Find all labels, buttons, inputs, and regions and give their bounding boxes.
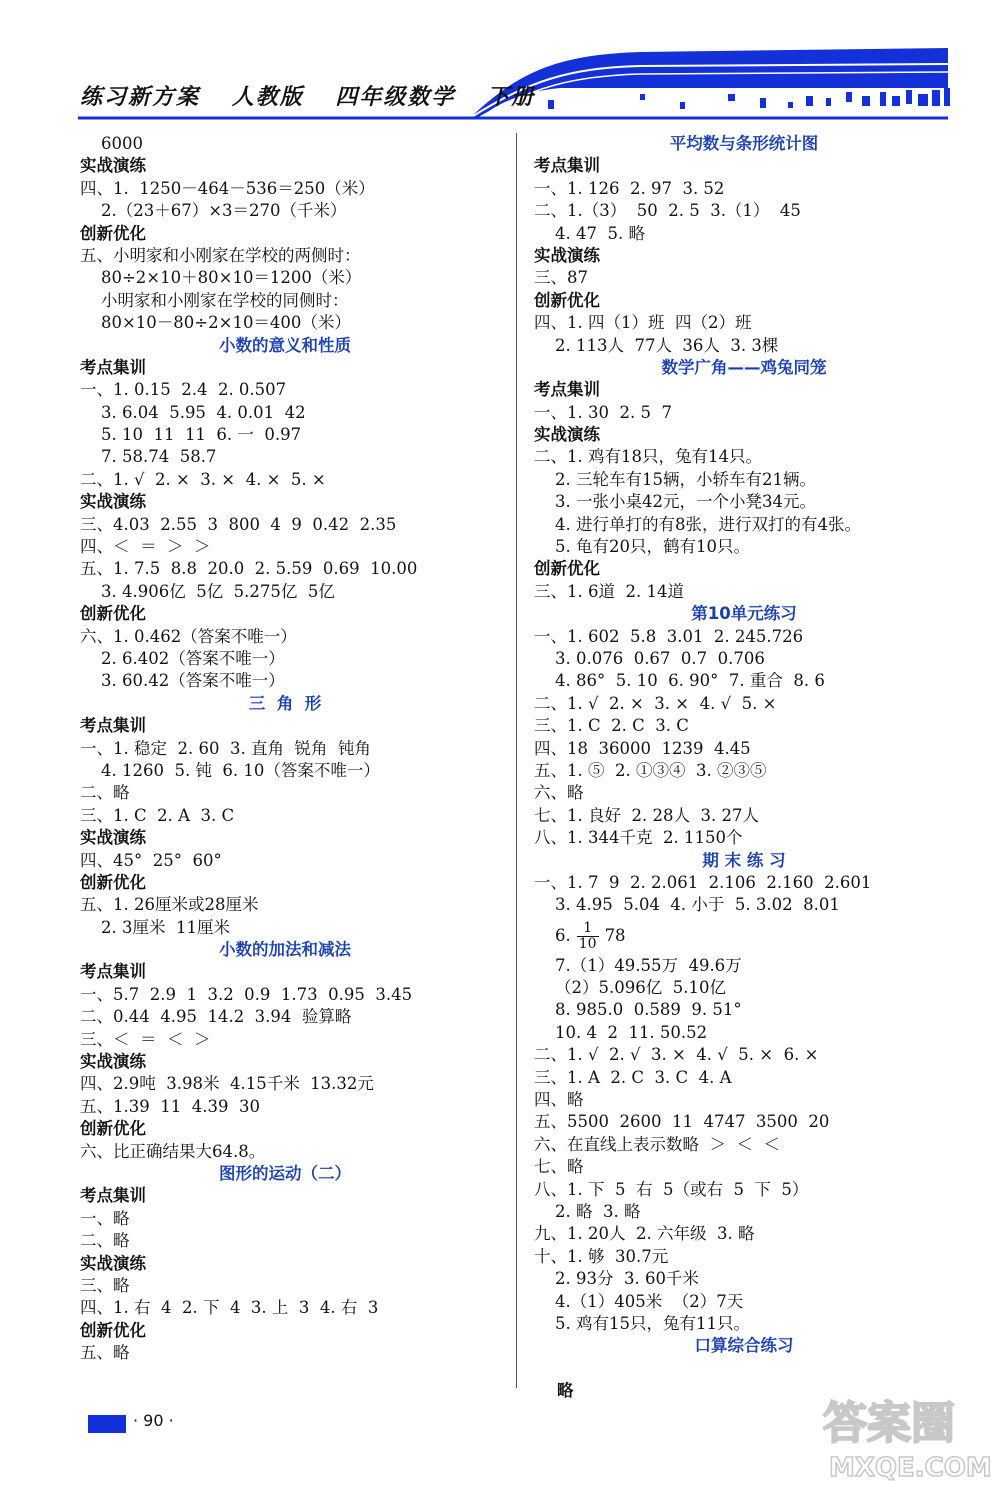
right-column-part-a xyxy=(534,133,954,917)
subsection-label: 创新优化 xyxy=(534,290,600,310)
page-number-bar xyxy=(88,1415,126,1433)
answer-line xyxy=(534,1358,954,1380)
fraction-numerator: 1 xyxy=(577,921,599,937)
answer-line: 4. 1260 5. 钝 6. 10（答案不唯一） xyxy=(80,760,380,780)
subsection-label: 创新优化 xyxy=(534,559,600,579)
right-answer-column xyxy=(534,133,954,1402)
answer-line: 三、略 xyxy=(80,1275,130,1295)
answer-line: 6000 xyxy=(80,134,143,153)
answer-line: 5. 10 11 11 6. 一 0.97 xyxy=(80,425,302,445)
answer-line: 4. 进行单打的有8张，进行双打的有4张。 xyxy=(534,514,861,534)
answer-line: 8. 985.0 0.589 9. 51° xyxy=(534,1000,742,1020)
answer-line: 一、1. 30 2. 5 7 xyxy=(534,402,672,422)
answer-line: 3. 4.95 5.04 4. 小于 5. 3.02 8.01 xyxy=(534,895,840,915)
subsection-label: 实战演练 xyxy=(80,828,146,848)
watermark-url: MXQE.COM xyxy=(829,1453,992,1483)
subsection-label: 实战演练 xyxy=(80,1052,146,1072)
answer-line: 5. 鸡有15只，兔有11只。 xyxy=(534,1313,750,1333)
answer-line: 六、略 xyxy=(534,783,584,803)
subsection-label: 考点集训 xyxy=(80,716,146,736)
column-divider xyxy=(516,133,517,1388)
answer-line: 四、45° 25° 60° xyxy=(80,850,222,870)
subsection-label: 考点集训 xyxy=(80,357,146,377)
answer-line: 2. 113人 77人 36人 3. 3棵 xyxy=(534,335,779,355)
watermark-text: 答案圈 xyxy=(823,1398,955,1449)
book-title: 练习新方案 xyxy=(80,84,201,110)
page-number: · 90 · xyxy=(133,1411,174,1430)
answer-line: 3. 4.906亿 5亿 5.275亿 5亿 xyxy=(80,581,335,601)
answer-line: 2. 6.402（答案不唯一） xyxy=(80,648,285,668)
answer-line: 四、1. 四（1）班 四（2）班 xyxy=(534,313,752,333)
header-title xyxy=(80,80,557,111)
section-title: 口算综合练习 xyxy=(694,1336,794,1356)
answer-line: 一、1. 602 5.8 3.01 2. 245.726 xyxy=(534,626,804,646)
answer-line: 2. 略 3. 略 xyxy=(534,1201,641,1221)
answer-line: 四、18 36000 1239 4.45 xyxy=(534,738,751,758)
answer-line: 10. 4 2 11. 50.52 xyxy=(534,1022,708,1042)
subsection-label: 创新优化 xyxy=(80,604,146,624)
answer-line: 四、1. 右 4 2. 下 4 3. 上 3 4. 右 3 xyxy=(80,1298,379,1318)
answer-line: 小明家和小刚家在学校的同侧时： xyxy=(80,290,349,310)
subsection-label: 考点集训 xyxy=(80,1186,146,1206)
fraction xyxy=(577,921,599,952)
answer-line: 四、1. 1250－464－536＝250（米） xyxy=(80,178,375,198)
answer-line: 六、在直线上表示数略 ＞ ＜ ＜ xyxy=(534,1134,780,1154)
answer-line: 5. 龟有20只，鹤有10只。 xyxy=(534,537,750,557)
subsection-label: 考点集训 xyxy=(534,380,600,400)
answer-line: 三、4.03 2.55 3 800 4 9 0.42 2.35 xyxy=(80,514,397,534)
answer-line: 五、略 xyxy=(80,1343,130,1363)
subsection-label: 考点集训 xyxy=(534,156,600,176)
section-title: 三 角 形 xyxy=(248,693,322,713)
answer-line: 7. 58.74 58.7 xyxy=(80,447,217,467)
answer-line: 三、1. C 2. C 3. C xyxy=(534,716,689,736)
subsection-label: 考点集训 xyxy=(80,962,146,982)
answer-line: 2.（23＋67）×3＝270（千米） xyxy=(80,201,347,221)
volume-label: 下册 xyxy=(487,84,536,110)
fraction-denominator: 10 xyxy=(578,935,597,952)
answer-line: 九、1. 20人 2. 六年级 3. 略 xyxy=(534,1224,755,1244)
answer-line: 三、1. A 2. C 3. C 4. A xyxy=(534,1067,732,1087)
answer-line: 二、1. √ 2. × 3. × 4. × 5. × xyxy=(80,469,326,489)
answer-line: 4.（1）405米 （2）7天 xyxy=(534,1291,744,1311)
answer-line: 五、1. ⑤ 2. ①③④ 3. ②③⑤ xyxy=(534,760,767,780)
fraction-prefix: 6. xyxy=(534,925,571,945)
answer-line: 七、1. 良好 2. 28人 3. 27人 xyxy=(534,805,759,825)
grade-label: 四年级数学 xyxy=(335,84,456,110)
subsection-label: 创新优化 xyxy=(80,872,146,892)
right-column-part-b xyxy=(534,955,954,1403)
section-title: 第10单元练习 xyxy=(691,604,797,624)
answer-line: 六、1. 0.462（答案不唯一） xyxy=(80,626,297,646)
answer-line: 一、1. 126 2. 97 3. 52 xyxy=(534,178,725,198)
answer-line: 一、5.7 2.9 1 3.2 0.9 1.73 0.95 3.45 xyxy=(80,984,413,1004)
section-title: 期 末 练 习 xyxy=(702,850,786,870)
answer-line: 六、比正确结果大64.8。 xyxy=(80,1141,266,1161)
answer-line: 二、0.44 4.95 14.2 3.94 验算略 xyxy=(80,1007,352,1027)
page-header xyxy=(0,0,1000,130)
subsection-label: 实战演练 xyxy=(80,492,146,512)
answer-line: 三、1. 6道 2. 14道 xyxy=(534,581,684,601)
fraction-answer-line xyxy=(534,917,954,955)
answer-line: 一、略 xyxy=(80,1208,130,1228)
answer-line: 80÷2×10＋80×10＝1200（米） xyxy=(80,268,362,288)
subsection-label: 实战演练 xyxy=(534,245,600,265)
answer-line: 五、1.39 11 4.39 30 xyxy=(80,1096,260,1116)
answer-line: 一、1. 7 9 2. 2.061 2.106 2.160 2.601 xyxy=(534,872,872,892)
answer-line: 十、1. 够 30.7元 xyxy=(534,1246,669,1266)
answer-line: 四、＜ ＝ ＞ ＞ xyxy=(80,537,211,557)
answer-line: 三、87 xyxy=(534,268,588,288)
fraction-suffix: 78 xyxy=(604,925,626,945)
watermark-logo xyxy=(815,1380,1000,1485)
answer-line: 80×10－80÷2×10＝400（米） xyxy=(80,313,351,333)
answer-line: 三、1. C 2. A 3. C xyxy=(80,805,235,825)
subsection-label: 略 xyxy=(534,1381,574,1401)
answer-line: 3. 0.076 0.67 0.7 0.706 xyxy=(534,648,765,668)
answer-line: 7.（1）49.55万 49.6万 xyxy=(534,955,742,975)
answer-line: 2. 93分 3. 60千米 xyxy=(534,1269,699,1289)
section-title: 小数的意义和性质 xyxy=(219,335,351,355)
answer-line: 五、1. 7.5 8.8 20.0 2. 5.59 0.69 10.00 xyxy=(80,559,418,579)
answer-line: 四、略 xyxy=(534,1090,584,1110)
answer-line: 二、1.（3） 50 2. 5 3.（1） 45 xyxy=(534,201,801,221)
answer-line: 八、1. 344千克 2. 1150个 xyxy=(534,828,743,848)
answer-line: 一、1. 稳定 2. 60 3. 直角 锐角 钝角 xyxy=(80,738,371,758)
left-answer-column xyxy=(80,133,490,1364)
answer-line: 3. 60.42（答案不唯一） xyxy=(80,671,285,691)
answer-line: 二、略 xyxy=(80,1231,130,1251)
subsection-label: 实战演练 xyxy=(80,156,146,176)
answer-line: 3. 一张小桌42元，一个小凳34元。 xyxy=(534,492,816,512)
subsection-label: 创新优化 xyxy=(80,1320,146,1340)
answer-line: 二、略 xyxy=(80,783,130,803)
answer-line: 五、小明家和小刚家在学校的两侧时： xyxy=(80,245,361,265)
answer-line: 2. 三轮车有15辆，小轿车有21辆。 xyxy=(534,469,816,489)
subsection-label: 创新优化 xyxy=(80,223,146,243)
answer-line: 二、1. √ 2. × 3. × 4. √ 5. × xyxy=(534,693,777,713)
answer-line: 二、1. 鸡有18只，兔有14只。 xyxy=(534,447,762,467)
answer-line: 3. 6.04 5.95 4. 0.01 42 xyxy=(80,402,306,422)
answer-line: 七、略 xyxy=(534,1157,584,1177)
answer-line: 八、1. 下 5 右 5（或右 5 下 5） xyxy=(534,1179,809,1199)
answer-line: 4. 47 5. 略 xyxy=(534,223,645,243)
answer-line: 五、5500 2600 11 4747 3500 20 xyxy=(534,1112,830,1132)
section-title: 平均数与条形统计图 xyxy=(669,134,819,153)
section-title: 数学广角——鸡兔同笼 xyxy=(661,357,827,377)
subsection-label: 创新优化 xyxy=(80,1119,146,1139)
answer-line: 一、1. 0.15 2.4 2. 0.507 xyxy=(80,380,287,400)
answer-line: 三、＜ ＝ ＜ ＞ xyxy=(80,1029,211,1049)
answer-line: 2. 3厘米 11厘米 xyxy=(80,917,230,937)
answer-line: （2）5.096亿 5.10亿 xyxy=(534,978,726,998)
answer-line: 四、2.9吨 3.98米 4.15千米 13.32元 xyxy=(80,1074,374,1094)
subsection-label: 实战演练 xyxy=(534,425,600,445)
section-title: 图形的运动（二） xyxy=(219,1163,351,1183)
answer-line: 五、1. 26厘米或28厘米 xyxy=(80,895,259,915)
subsection-label: 实战演练 xyxy=(80,1253,146,1273)
answer-line: 4. 86° 5. 10 6. 90° 7. 重合 8. 6 xyxy=(534,671,825,691)
section-title: 小数的加法和减法 xyxy=(219,940,351,960)
edition-label: 人教版 xyxy=(231,84,304,110)
answer-line: 二、1. √ 2. √ 3. × 4. √ 5. × 6. × xyxy=(534,1045,819,1065)
